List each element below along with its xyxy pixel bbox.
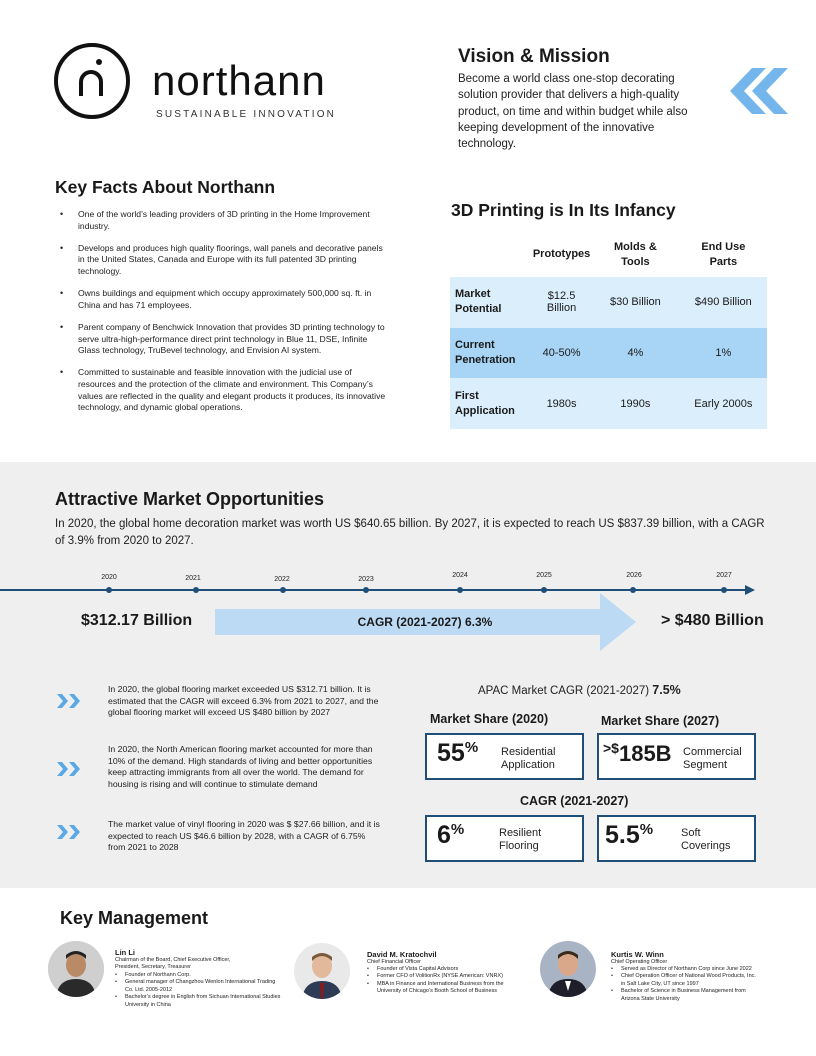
timeline-year: 2025: [536, 572, 552, 579]
key-fact-item: • Owns buildings and equipment which occupy approximately 500,000 sq. ft. in China and has 71 employees.: [60, 288, 390, 311]
logo-dot: [96, 59, 102, 65]
table-cell: 1980s: [532, 378, 591, 429]
manager-role: Chief Financial Officer: [367, 959, 422, 965]
table-cell: 4%: [591, 328, 680, 379]
timeline-year: 2023: [358, 576, 374, 583]
timeline-year: 2024: [452, 572, 468, 579]
stat-label: Residential Application: [501, 746, 556, 771]
timeline-dot: [541, 587, 547, 593]
stat-label: Resilient Flooring: [499, 827, 542, 852]
timeline-dot: [106, 587, 112, 593]
growth-arrow-head: [600, 593, 636, 651]
person-photo-icon: [294, 943, 350, 999]
apac-cagr: [478, 683, 681, 697]
stat-number: 55%: [437, 739, 479, 767]
stat-box-residential: [425, 733, 584, 780]
row-header: Current Penetration: [450, 328, 532, 379]
manager-name: Lin Li: [115, 948, 135, 957]
printing-table-title: 3D Printing is In Its Infancy: [451, 200, 676, 220]
avatar: [294, 943, 350, 999]
timeline-year: 2020: [101, 574, 117, 581]
table-cell: 40-50%: [532, 328, 591, 379]
vision-text: Become a world class one-stop decorating solution provider that delivers a high-quality product, on time and within budget while also keeping development of the innovative technology.: [458, 73, 688, 151]
table-cell: $30 Billion: [591, 277, 680, 328]
manager-name: Kurtis W. Winn: [611, 950, 664, 959]
table-corner: [450, 232, 532, 277]
growth-arrow-label: CAGR (2021-2027) 6.3%: [357, 615, 493, 629]
avatar: [540, 941, 596, 997]
table-row: [450, 328, 767, 379]
stat-label: Commercial Segment: [683, 746, 742, 771]
logo-wordmark: northann: [152, 57, 326, 104]
printing-table: [450, 232, 767, 429]
end-value: > $480 Billion: [661, 612, 764, 629]
manager-bullets: [611, 966, 761, 1003]
column-header-molds-tools: Molds & Tools: [614, 240, 657, 268]
timeline-year: 2027: [716, 572, 732, 579]
manager-bullet: • Served as Director of Northann Corp since June 2022: [611, 966, 761, 973]
table-cell: Early 2000s: [680, 378, 767, 429]
manager-bullet: • Founder of Vista Capital Advisors: [367, 966, 517, 973]
market-share-2020-title: Market Share (2020): [430, 712, 549, 726]
timeline-arrow-icon: [745, 585, 755, 595]
market-paragraph: In 2020, the North American flooring market accounted for more than 10% of the demand. High standards of living and better opportunities keep attracting immigrants from all over the world. The demand for housing is rising and will continue to stimulate demand: [108, 744, 373, 790]
logo-tagline: SUSTAINABLE INNOVATION: [156, 109, 337, 120]
logo-n-mark: [79, 70, 103, 96]
timeline-year: 2022: [274, 576, 290, 583]
table-cell: $490 Billion: [680, 277, 767, 328]
manager-bullets: [115, 972, 285, 1009]
apac-label: APAC Market CAGR (2021-2027): [478, 685, 650, 697]
manager-name: David M. Kratochvil: [367, 950, 437, 959]
manager-bullets: [367, 966, 517, 996]
cagr-title: CAGR (2021-2027): [520, 794, 629, 808]
row-header: First Application: [450, 378, 532, 429]
chevron-right-double-icon: [57, 694, 81, 708]
manager-role: Chairman of the Board, Chief Executive Officer, President, Secretary, Treasurer: [115, 957, 231, 971]
table-header-row: [450, 232, 767, 277]
table-row: [450, 378, 767, 429]
table-cell: 1%: [680, 328, 767, 379]
manager-bullet: • Former CFO of VolitionRx (NYSE American: VNRX): [367, 973, 517, 980]
timeline-year: 2026: [626, 572, 642, 579]
person-photo-icon: [540, 941, 596, 997]
key-facts-title: Key Facts About Northann: [55, 177, 276, 197]
timeline-dot: [363, 587, 369, 593]
chevron-right-double-icon: [57, 825, 81, 839]
key-fact-item: • Committed to sustainable and feasible innovation with the judicial use of resources and the protection of the climate and environment. This Company’s values are reflected in the quality and elegant products it produces, its innovative technology, and dynamic global operations.: [60, 367, 390, 414]
stat-box-commercial: [597, 733, 756, 780]
manager-bullet: • Bachelor of Science in Business Management from Arizona State University: [611, 988, 761, 1003]
stat-box-soft: [597, 815, 756, 862]
manager-bullet: • Bachelor’s degree in English from Sichuan International Studies University in China: [115, 994, 285, 1009]
stat-number: 5.5%: [605, 821, 654, 849]
key-fact-item: • Parent company of Benchwick Innovation that provides 3D printing technology to serve ultra-high-performance direct print technology in Blue 11, DSE, Infinite Glass technology, TruBevel technology, and Envision AI system.: [60, 322, 390, 357]
manager-bullet: • General manager of Changzhou Wenlon International Trading Co. Ltd. 2005-2012: [115, 979, 285, 994]
timeline-year: 2021: [185, 575, 201, 582]
market-intro: In 2020, the global home decoration market was worth US $640.65 billion. By 2027, it is expected to reach US $837.39 billion, with a CAGR of 3.9% from 2020 to 2027.: [55, 518, 765, 547]
market-title: Attractive Market Opportunities: [55, 489, 325, 509]
timeline-dot: [280, 587, 286, 593]
table-row: [450, 277, 767, 328]
chevron-right-double-icon: [57, 762, 81, 776]
timeline-dot: [193, 587, 199, 593]
double-chevron-left-icon: [730, 68, 796, 114]
stat-number: 6%: [437, 821, 465, 849]
timeline-dot: [721, 587, 727, 593]
table-cell: $12.5 Billion: [532, 277, 591, 328]
row-header: Market Potential: [450, 277, 532, 328]
person-photo-icon: [48, 941, 104, 997]
stat-number: >$185B: [603, 740, 672, 766]
key-fact-item: • One of the world’s leading providers of 3D printing in the Home Improvement industry.: [60, 209, 390, 232]
key-fact-item: • Develops and produces high quality floorings, wall panels and decorative panels in the United States, Canada and Europe with its full patented 3D printing technology.: [60, 243, 390, 278]
manager-role: Chief Operating Officer: [611, 959, 668, 965]
manager-bullet: • MBA in Finance and International Business from the University of Chicago’s Booth School of Business: [367, 981, 517, 996]
apac-value: 7.5%: [652, 683, 681, 697]
start-value: $312.17 Billion: [81, 612, 193, 629]
table-cell: 1990s: [591, 378, 680, 429]
timeline-dot: [457, 587, 463, 593]
key-facts-list: [60, 209, 390, 424]
column-header-end-use-parts: End Use Parts: [701, 240, 746, 268]
vision-title: Vision & Mission: [458, 46, 610, 67]
market-paragraph: In 2020, the global flooring market exceeded US $312.71 billion. It is estimated that the CAGR will exceed 6.3% from 2021 to 2027, and the global flooring market will exceed US $480 billion by 2027: [108, 684, 379, 718]
manager-bullet: • Founder of Northann Corp.: [115, 972, 285, 979]
management-title: Key Management: [60, 908, 209, 928]
avatar: [48, 941, 104, 997]
column-header-prototypes: Prototypes: [532, 248, 591, 260]
market-share-2027-title: Market Share (2027): [601, 714, 720, 728]
manager-bullet: • Chief Operation Officer of National Wood Products, Inc. in Salt Lake City, UT since 1997: [611, 973, 761, 988]
stat-box-resilient: [425, 815, 584, 862]
stat-label: Soft Coverings: [681, 827, 731, 852]
market-paragraph: The market value of vinyl flooring in 2020 was $ $27.66 billion, and it is expected to reach US $46.6 billion by 2028, with a CAGR of 6.75% from 2021 to 2028: [108, 819, 380, 853]
